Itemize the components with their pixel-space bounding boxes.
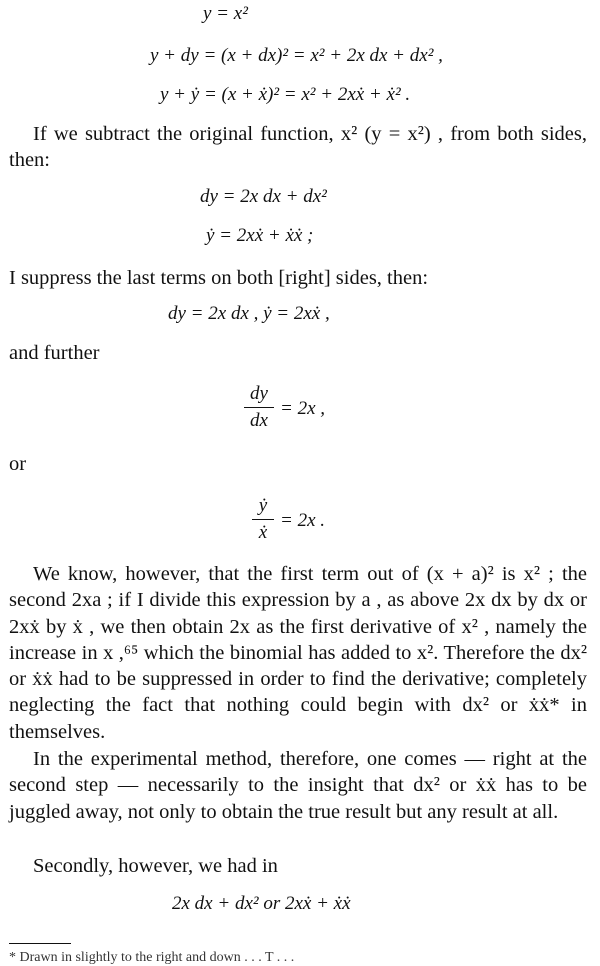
- paragraph-or: or: [9, 453, 27, 475]
- footnote-rule: [9, 943, 71, 944]
- fraction-ydot-xdot-rhs: = 2x .: [280, 510, 326, 531]
- paragraph-binomial-text: We know, however, that the first term out of (x + a)² is x² ; the second 2xa ; if I divide this expression by a , as above 2x dx by dx or 2xẋ by ẋ , we then obtain 2x as the first derivative of x² , namely the increase in x ,⁶⁵ which the binomial has added to x². Therefore the dx² or ẋẋ had to be suppressed in order to find the derivative; completely neglecting the fact that nothing could begin with dx² or ẋẋ* in themselves.: [9, 563, 587, 743]
- paragraph-experimental-method: [9, 746, 587, 825]
- equation-y-equals-x-squared: y = x²: [203, 3, 248, 24]
- equation-derivatives: dy = 2x dx , ẏ = 2xẋ ,: [168, 303, 330, 324]
- paragraph-subtract-text: If we subtract the original function, x² (y = x²) , from both sides, then:: [9, 123, 587, 172]
- fraction-bar: [244, 407, 274, 408]
- paragraph-subtract: [9, 121, 587, 174]
- equation-dy: dy = 2x dx + dx²: [200, 186, 327, 207]
- fraction-dy-dx: [244, 383, 274, 432]
- paragraph-binomial: [9, 561, 587, 745]
- equation-final: 2x dx + dx² or 2xẋ + ẋẋ: [172, 893, 351, 914]
- footnote-cut-off: * Drawn in slightly to the right and down . . . T . . .: [9, 950, 295, 965]
- fraction-numerator: dy: [250, 383, 268, 404]
- fraction-bar: [252, 519, 274, 520]
- fraction-numerator: ẏ: [258, 495, 268, 516]
- paragraph-suppress: I suppress the last terms on both [right] sides, then:: [9, 267, 429, 289]
- fraction-dy-dx-rhs: = 2x ,: [280, 398, 326, 419]
- equation-increment-dx: y + dy = (x + dx)² = x² + 2x dx + dx² ,: [150, 45, 443, 66]
- equation-increment-xdot: y + ẏ = (x + ẋ)² = x² + 2xẋ + ẋ² .: [160, 84, 411, 105]
- equation-ydot: ẏ = 2xẋ + ẋẋ ;: [206, 225, 314, 246]
- fraction-denominator: dx: [250, 410, 268, 431]
- fraction-denominator: ẋ: [258, 522, 268, 543]
- fraction-ydot-xdot: [252, 495, 274, 544]
- paragraph-and-further: and further: [9, 342, 100, 364]
- paragraph-secondly: Secondly, however, we had in: [33, 855, 278, 877]
- paragraph-experimental-method-text: In the experimental method, therefore, one comes — right at the second step — necessarily to the insight that dx² or ẋẋ has to be juggled away, not only to obtain the true result but any result at all.: [9, 748, 587, 823]
